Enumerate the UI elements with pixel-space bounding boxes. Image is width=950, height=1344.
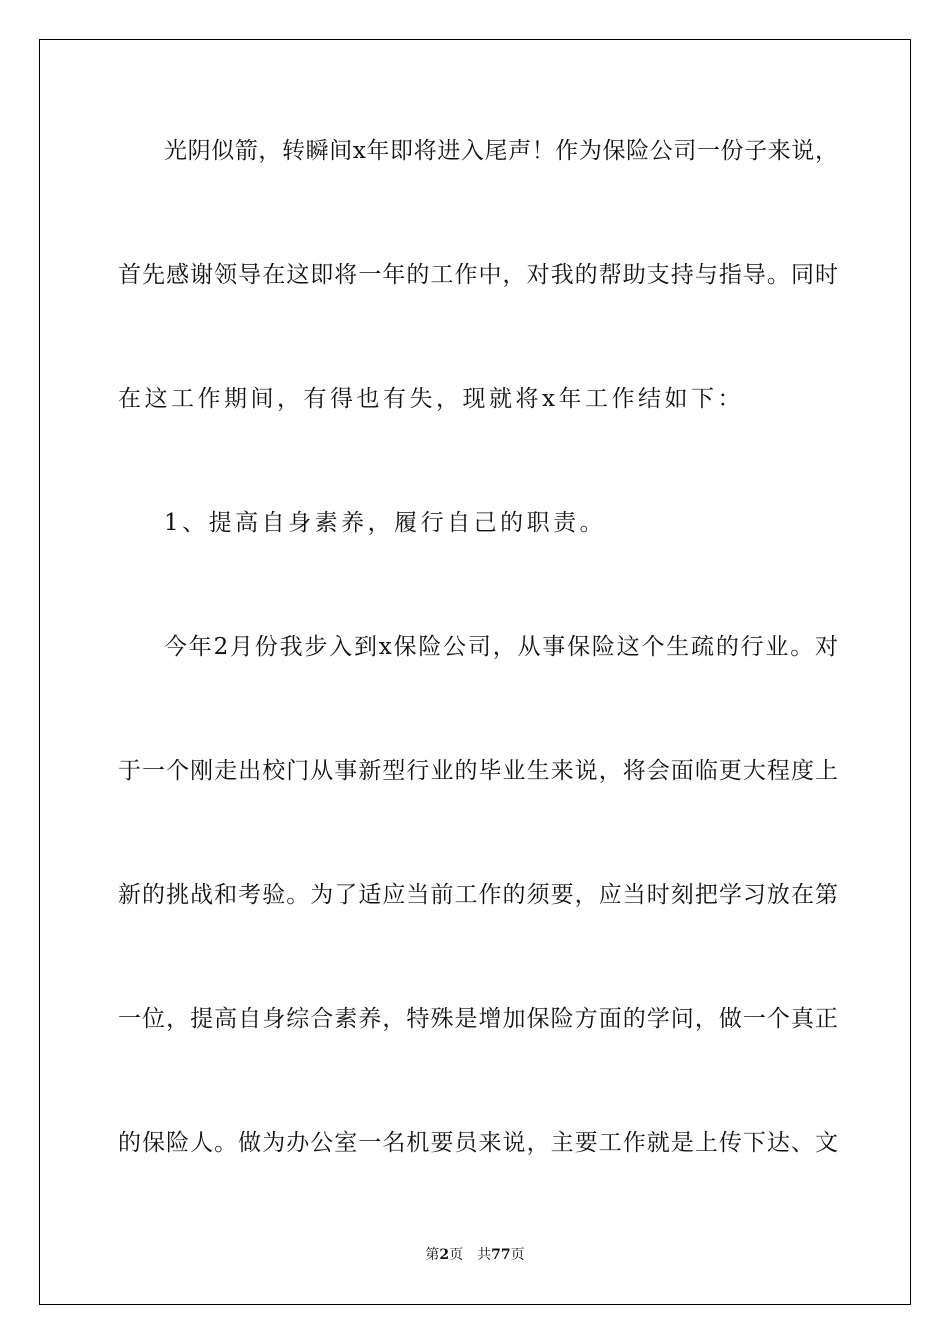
body-line-9: 的保险人。做为办公室一名机要员来说，主要工作就是上传下达、文	[118, 1130, 838, 1156]
body-line-5: 今年2月份我步入到x保险公司，从事保险这个生疏的行业。对	[164, 634, 838, 660]
section-heading-1: 1、提高自身素养，履行自己的职责。	[164, 510, 607, 536]
page-number: 2	[439, 1247, 450, 1263]
body-line-7: 新的挑战和考验。为了适应当前工作的须要，应当时刻把学习放在第	[118, 882, 838, 908]
body-line-8: 一位，提高自身综合素养，特殊是增加保险方面的学问，做一个真正	[118, 1006, 838, 1032]
page-suffix: 页	[449, 1247, 464, 1263]
total-pages: 77	[491, 1247, 511, 1263]
body-line-6: 于一个刚走出校门从事新型行业的毕业生来说，将会面临更大程度上	[118, 758, 838, 784]
page-footer	[0, 1244, 950, 1264]
total-prefix: 共	[477, 1247, 492, 1263]
body-line-2: 首先感谢领导在这即将一年的工作中，对我的帮助支持与指导。同时	[118, 262, 838, 288]
page-prefix: 第	[425, 1247, 440, 1263]
body-line-3: 在这工作期间，有得也有失，现就将x年工作结如下：	[118, 386, 744, 412]
total-suffix: 页	[510, 1247, 525, 1263]
page-frame	[39, 39, 911, 1305]
body-line-1: 光阴似箭，转瞬间x年即将进入尾声！作为保险公司一份子来说，	[164, 138, 838, 164]
